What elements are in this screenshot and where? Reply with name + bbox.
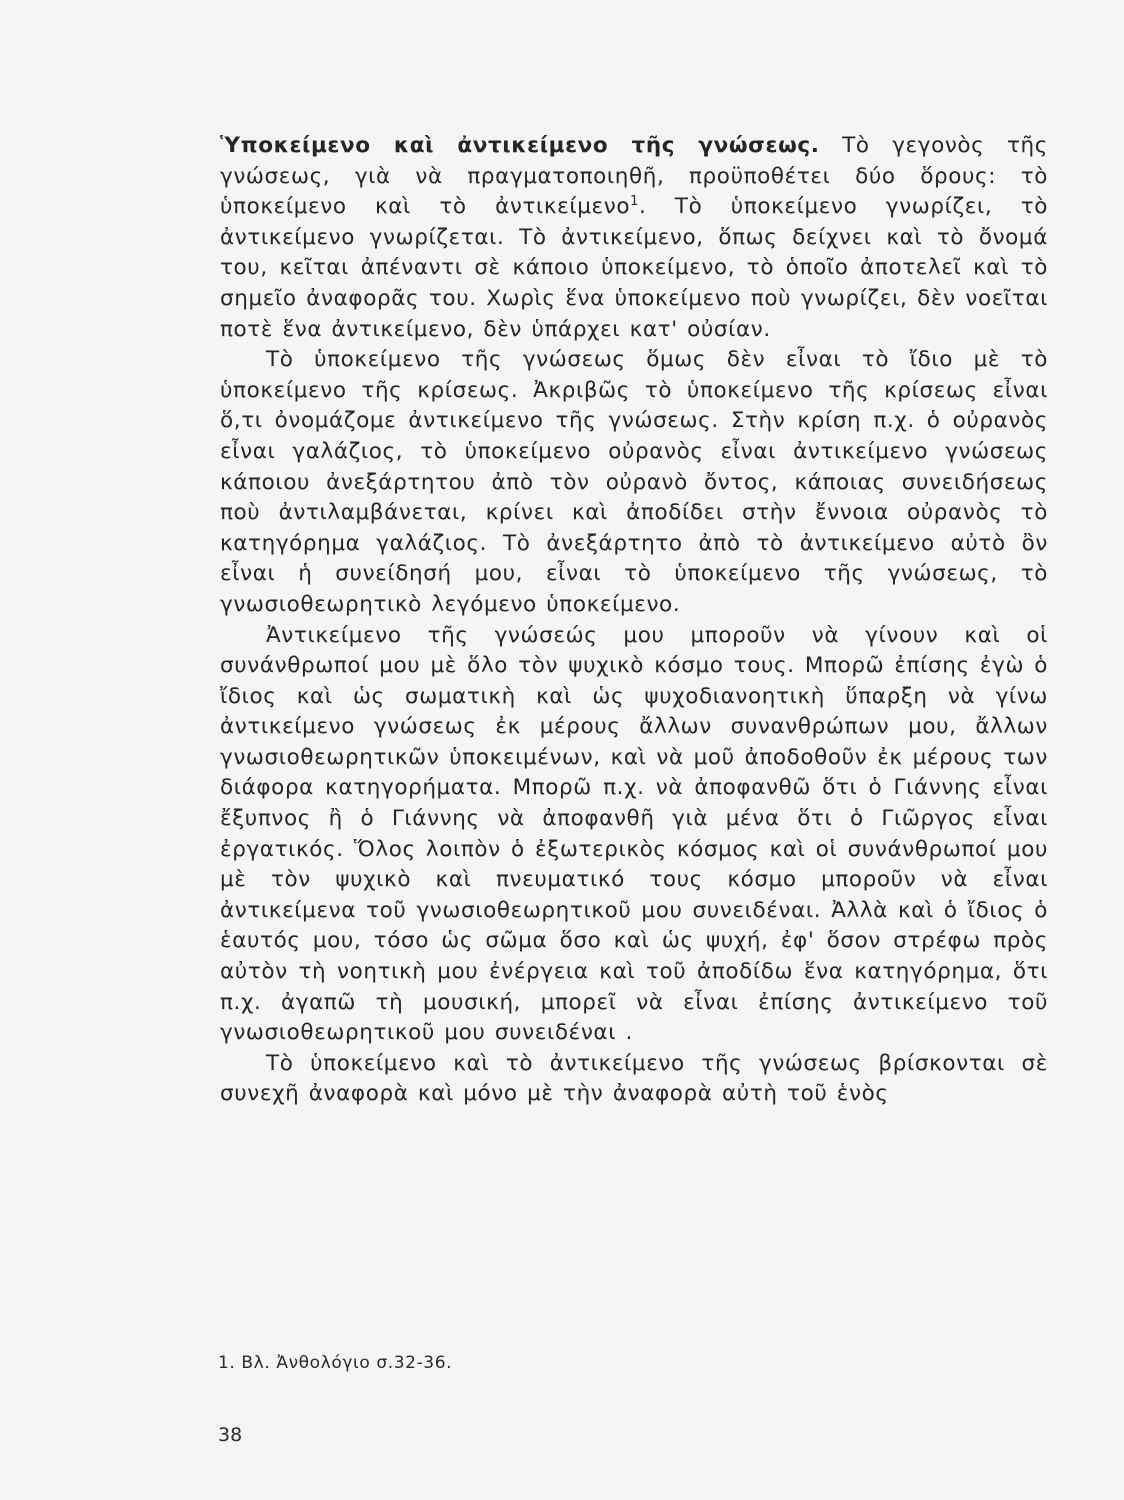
body-text (220, 131, 1048, 1110)
paragraph-4: Τὸ ὑποκείμενο καὶ τὸ ἀντικείμενο τῆς γνώσεως βρίσκονται σὲ συνεχῆ ἀναφορὰ καὶ μόνο μὲ τὴν ἀναφορὰ αὐτὴ τοῦ ἑνὸς (220, 1050, 1048, 1107)
section-heading: Ὑποκείμενο καὶ ἀντικείμενο τῆς γνώσεως. (220, 133, 820, 158)
footnote: 1. Βλ. Ἀνθολόγιο σ.32-36. (218, 1353, 453, 1373)
paragraph-3: Ἀντικείμενο τῆς γνώσεώς μου μποροῦν νὰ γίνουν καὶ οἱ συνάνθρωποί μου μὲ ὅλο τὸν ψυχικὸ κόσμο τους. Μπορῶ ἐπίσης ἐγὼ ὁ ἴδιος καὶ ὡς σωματικὴ καὶ ὡς ψυχοδιανοητικὴ ὕπαρξη νὰ γίνω ἀντικείμενο γνώσεως ἐκ μέρους ἄλλων συνανθρώπων μου, ἄλλων γνωσιοθεωρητικῶν ὑποκειμένων, καὶ νὰ μοῦ ἀποδοθοῦν ἐκ μέρους των διάφορα κατηγορήματα. Μπορῶ π.χ. νὰ ἀποφανθῶ ὅτι ὁ Γιάννης εἶναι ἔξυπνος ἢ ὁ Γιάννης νὰ ἀποφανθῆ γιὰ μένα ὅτι ὁ Γιῶργος εἶναι ἐργατικός. Ὅλος λοιπὸν ὁ ἐξωτερικὸς κόσμος καὶ οἱ συνάνθρωποί μου μὲ τὸν ψυχικὸ καὶ πνευματικό τους κόσμο μποροῦν νὰ εἶναι ἀντικείμενα τοῦ γνωσιοθεωρητικοῦ μου συνειδέναι. Ἀλλὰ καὶ ὁ ἴδιος ὁ ἑαυτός μου, τόσο ὡς σῶμα ὅσο καὶ ὡς ψυχή, ἐφ' ὅσον στρέφω πρὸς αὐτὸν τὴ νοητικὴ μου ἐνέργεια καὶ τοῦ ἀποδίδω ἕνα κατηγόρημα, ὅτι π.χ. ἀγαπῶ τὴ μουσική, μπορεῖ νὰ εἶναι ἐπίσης ἀντικείμενο τοῦ γνωσιοθεωρητικοῦ μου συνειδέναι . (220, 622, 1048, 1046)
paragraph-1 (220, 131, 1048, 345)
paragraph-1-text: Τὸ γεγονὸς τῆς γνώσεως, γιὰ νὰ πραγματοποιηθῆ, προϋποθέτει δύο ὅρους: τὸ ὑποκείμενο καὶ τὸ ἀντικείμενο (220, 133, 1049, 220)
footnote-reference: 1 (630, 194, 639, 210)
paragraph-1-text-continued: . Τὸ ὑποκείμενο γνωρίζει, τὸ ἀντικείμενο γνωρίζεται. Τὸ ἀντικείμενο, ὅπως δείχνει καὶ τὸ ὄνομά του, κεῖται ἀπέναντι σὲ κάποιο ὑποκείμενο, τὸ ὁποῖο ἀποτελεῖ καὶ τὸ σημεῖο ἀναφορᾶς του. Χωρὶς ἕνα ὑποκείμενο ποὺ γνωρίζει, δὲν νοεῖται ποτὲ ἕνα ἀντικείμενο, δὲν ὑπάρχει κατ' οὐσίαν. (220, 194, 1049, 342)
paragraph-2: Τὸ ὑποκείμενο τῆς γνώσεως ὅμως δὲν εἶναι τὸ ἴδιο μὲ τὸ ὑποκείμενο τῆς κρίσεως. Ἀκριβῶς τὸ ὑποκείμενο τῆς κρίσεως εἶναι ὅ,τι ὀνομάζομε ἀντικείμενο τῆς γνώσεως. Στὴν κρίση π.χ. ὁ οὐρανὸς εἶναι γαλάζιος, τὸ ὑποκείμενο οὐρανὸς εἶναι ἀντικείμενο γνώσεως κάποιου ἀνεξάρτητου ἀπὸ τὸν οὐρανὸ ὄντος, κάποιας συνειδήσεως ποὺ ἀντιλαμβάνεται, κρίνει καὶ ἀποδίδει στὴν ἔννοια οὐρανὸς τὸ κατηγόρημα γαλάζιος. Τὸ ἀνεξάρτητο ἀπὸ τὸ ἀντικείμενο αὐτὸ ὂν εἶναι ἡ συνείδησή μου, εἶναι τὸ ὑποκείμενο τῆς γνώσεως, τὸ γνωσιοθεωρητικὸ λεγόμενο ὑποκείμενο. (220, 347, 1048, 617)
page-number: 38 (218, 1424, 243, 1446)
